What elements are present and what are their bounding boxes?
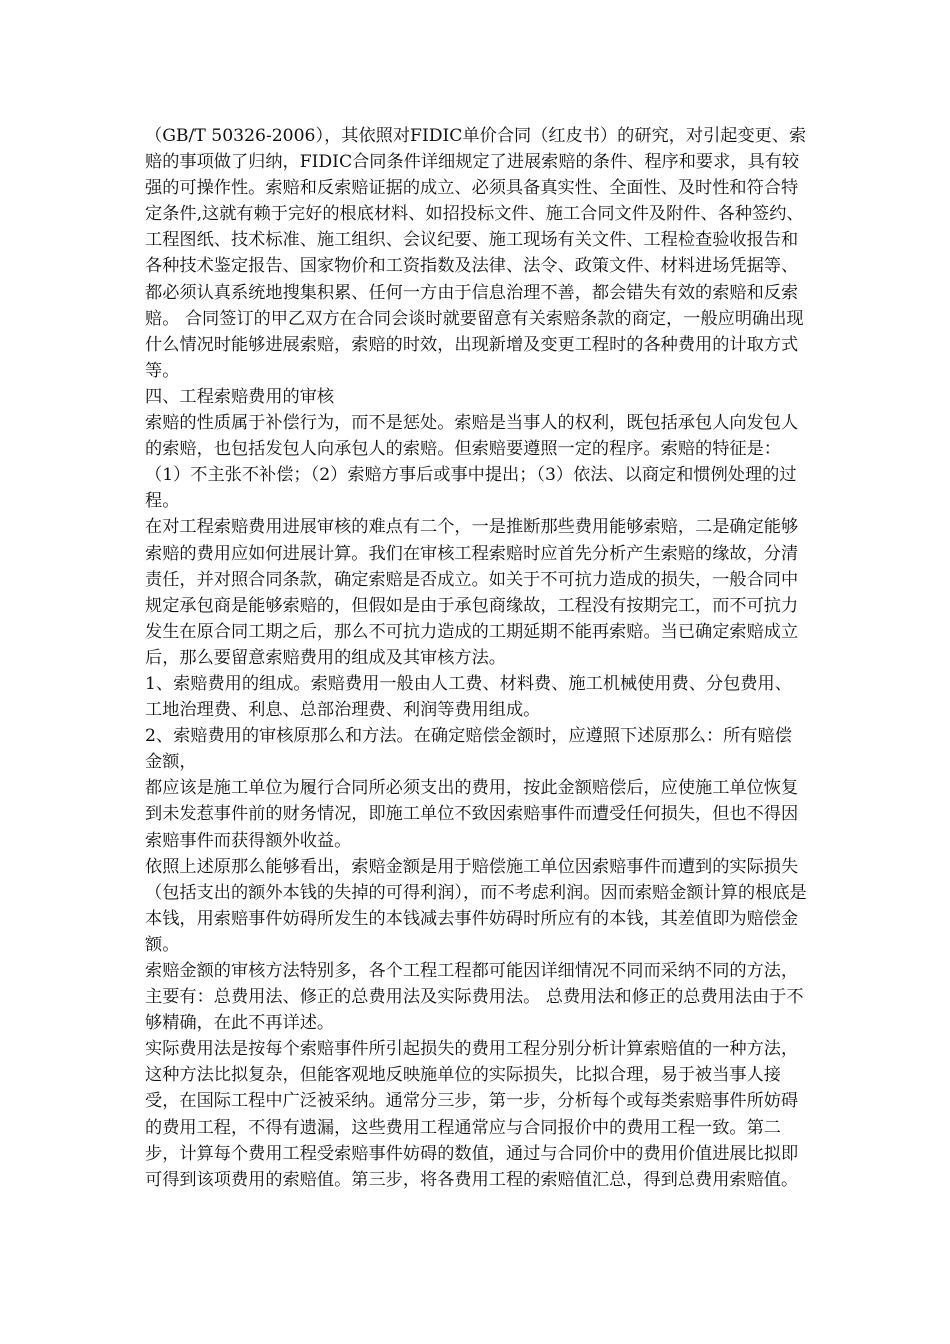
paragraph-claim-nature: 索赔的性质属于补偿行为，而不是惩处。索赔是当事人的权利，既包括承包人向发包人的索赔，也包括发包人向承包人的索赔。但索赔要遵照一定的程序。索赔的特征是：（1）不主张不补偿；（2）索赔方事后或事中提出；（3）依法、以商定和惯例处理的过程。 (145, 413, 799, 512)
paragraph-compensation-scope: 都应该是施工单位为履行合同所必须支出的费用，按此金额赔偿后，应使施工单位恢复到未发惹事件前的财务情况，即施工单位不致因索赔事件而遭受任何损失，但也不得因索赔事件而获得额外收益。 (145, 778, 799, 851)
paragraph-review-principles: 2、索赔费用的审核原那么和方法。在确定赔偿金额时，应遵照下述原那么：所有赔偿金额， (145, 726, 792, 773)
section-heading-claim-cost-review: 四、工程索赔费用的审核 (145, 386, 335, 407)
paragraph-claim-amount-basis: 依照上述原那么能够看出，索赔金额是用于赔偿施工单位因索赔事件而遭到的实际损失（包括支出的额外本钱的失掉的可得利润），而不考虑利润。因而索赔金额计算的根底是本钱，用索赔事件妨碍所发生的本钱减去事件妨碍时所应有的本钱，其差值即为赔偿金额。 (145, 856, 807, 955)
paragraph-claim-cost-composition: 1、索赔费用的组成。索赔费用一般由人工费、材料费、施工机械使用费、分包费用、工地治理费、利息、总部治理费、利润等费用组成。 (145, 673, 792, 721)
paragraph-contract-evidence: （GB/T 50326-2006），其依照对FIDIC单价合同（红皮书）的研究，对引起变更、索赔的事项做了归纳，FIDIC合同条件详细规定了进展索赔的条件、程序和要求，具有较强的可操作性。索赔和反索赔证据的成立、必须具备真实性、全面性、及时性和符合特定条件,这就有赖于完好的根底材料、如招投标文件、施工合同文件及附件、各种签约、工程图纸、技术标准、施工组织、会议纪要、施工现场有关文件、工程检查验收报告和各种技术鉴定报告、国家物价和工资指数及法律、法令、政策文件、材料进场凭据等、都必须认真系统地搜集积累、任何一方由于信息治理不善，都会错失有效的索赔和反索赔。 合同签订的甲乙双方在合同会谈时就要留意有关索赔条款的商定，一般应明确出现什么情况时能够进展索赔，索赔的时效，出现新增及变更工程时的各种费用的计取方式等。 (145, 126, 807, 381)
paragraph-review-difficulties: 在对工程索赔费用进展审核的难点有二个，一是推断那些费用能够索赔，二是确定能够索赔的费用应如何进展计算。我们在审核工程索赔时应首先分析产生索赔的缘故，分清责任，并对照合同条款，确定索赔是否成立。如关于不可抗力造成的损失，一般合同中规定承包商是能够索赔的，但假如是由于承包商缘故，工程没有按期完工，而不可抗力发生在原合同工期之后，那么不可抗力造成的工期延期不能再索赔。当已确定索赔成立后，那么要留意索赔费用的组成及其审核方法。 (145, 517, 799, 668)
paragraph-actual-cost-method: 实际费用法是按每个索赔事件所引起损失的费用工程分别分析计算索赔值的一种方法，这种方法比拟复杂，但能客观地反映施单位的实际损失，比拟合理，易于被当事人接受，在国际工程中广泛被采纳。通常分三步，第一步，分析每个或每类索赔事件所妨碍的费用工程，不得有遗漏，这些费用工程通常应与合同报价中的费用工程一致。第二步，计算每个费用工程受索赔事件妨碍的数值，通过与合同价中的费用价值进展比拟即可得到该项费用的索赔值。第三步，将各费用工程的索赔值汇总，得到总费用索赔值。 (145, 1039, 799, 1190)
paragraph-review-methods: 索赔金额的审核方法特别多，各个工程工程都可能因详细情况不同而采纳不同的方法，主要有：总费用法、修正的总费用法及实际费用法。 总费用法和修正的总费用法由于不够精确，在此不再详述。 (145, 961, 804, 1034)
document-page (145, 123, 807, 1193)
